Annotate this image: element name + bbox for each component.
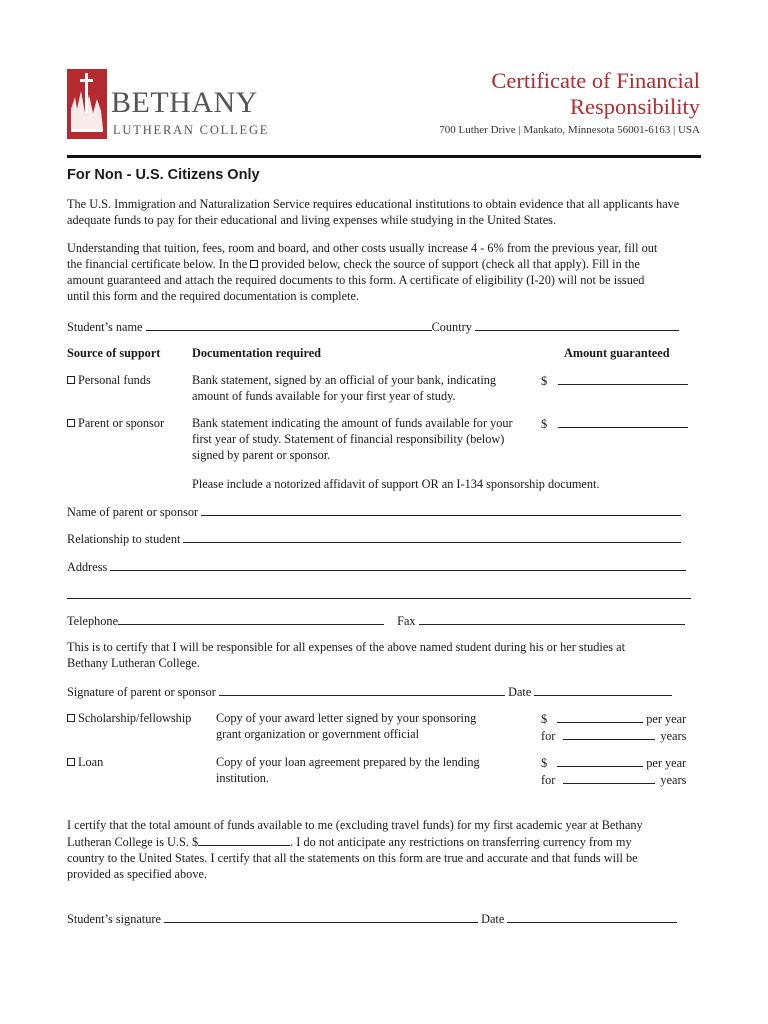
scholarship-option[interactable]	[67, 710, 191, 726]
amount-line	[541, 727, 686, 744]
parent-sponsor-doc	[192, 415, 537, 463]
college-logo	[67, 69, 287, 141]
amount-line	[541, 771, 686, 788]
telephone-fax-row	[67, 612, 685, 629]
instructions-line: amount guaranteed and attach the required documents to this form. A certificate of eligibility (I-20) will not be issued	[67, 273, 645, 287]
doc-line: Bank statement, signed by an official of your bank, indicating	[192, 373, 497, 387]
logo-subtitle: LUTHERAN COLLEGE	[113, 123, 270, 137]
loan-checkbox[interactable]	[67, 758, 75, 766]
sponsor-signature-field[interactable]	[219, 683, 505, 696]
years-label: years	[660, 729, 687, 743]
doc-line: signed by parent or sponsor.	[192, 448, 331, 462]
student-name-field[interactable]	[146, 318, 432, 331]
logo-emblem-icon	[67, 69, 107, 139]
parent-sponsor-label: Parent or sponsor	[78, 416, 165, 430]
total-funds-field[interactable]	[198, 833, 290, 846]
student-certification	[67, 817, 707, 882]
personal-funds-amount	[541, 372, 688, 389]
instructions-line	[67, 256, 707, 272]
certification-text: Lutheran College is U.S. $	[67, 835, 199, 849]
parent-name-row	[67, 503, 681, 520]
telephone-label: Telephone	[67, 614, 119, 628]
sponsor-certification	[67, 639, 707, 671]
address-label: Address	[67, 560, 108, 574]
header-documentation: Documentation required	[192, 346, 322, 360]
scholarship-years-field[interactable]	[563, 727, 655, 740]
certification-line: This is to certify that I will be responsible for all expenses of the above named student during his or her studies at	[67, 640, 626, 654]
per-year-label: per year	[646, 712, 687, 726]
instructions-text: provided below, check the source of support (check all that apply). Fill in the	[261, 257, 640, 271]
doc-line: Copy of your award letter signed by your sponsoring	[216, 711, 477, 725]
doc-line: institution.	[216, 771, 269, 785]
student-name-label: Student’s name	[67, 320, 143, 334]
section-title: For Non - U.S. Citizens Only	[67, 167, 260, 183]
parent-sponsor-amount-field[interactable]	[558, 415, 688, 428]
personal-funds-checkbox[interactable]	[67, 376, 75, 384]
instructions-text: the financial certificate below. In the	[67, 257, 248, 271]
certification-line	[67, 833, 707, 850]
doc-line: first year of study. Statement of financial responsibility (below)	[192, 432, 505, 446]
fax-label: Fax	[397, 614, 416, 628]
doc-line: Bank statement indicating the amount of funds available for your	[192, 416, 513, 430]
instructions-line: until this form and the required documentation is complete.	[67, 289, 359, 303]
instructions-line: Understanding that tuition, fees, room and board, and other costs usually increase 4 - 6% from the previous year, fill out	[67, 241, 658, 255]
college-address: 700 Luther Drive | Mankato, Minnesota 56001-6163 | USA	[439, 124, 700, 136]
header-rule	[67, 155, 701, 158]
certification-line: country to the United States. I certify that all the statements on this form are true and accurate and that funds will be	[67, 851, 638, 865]
currency-symbol: $	[541, 417, 548, 431]
currency-symbol: $	[541, 756, 548, 770]
student-date-field[interactable]	[507, 910, 677, 923]
instructions	[67, 240, 707, 304]
certification-text: . I do not anticipate any restrictions on transferring currency from my	[290, 835, 632, 849]
fax-field[interactable]	[419, 612, 685, 625]
years-label: years	[660, 773, 687, 787]
student-signature-label: Student’s signature	[67, 912, 161, 926]
student-date-label: Date	[481, 912, 505, 926]
parent-sponsor-option[interactable]	[67, 415, 164, 431]
certification-line: provided as specified above.	[67, 867, 207, 881]
personal-funds-doc	[192, 372, 532, 404]
scholarship-doc	[216, 710, 516, 742]
student-signature-field[interactable]	[164, 910, 478, 923]
form-title-line1: Certificate of Financial	[491, 68, 700, 93]
form-title-line2: Responsibility	[569, 94, 700, 119]
sponsor-date-label: Date	[508, 685, 532, 699]
per-year-label: per year	[646, 756, 687, 770]
loan-amount	[541, 754, 686, 788]
doc-line: amount of funds available for your first year of study.	[192, 389, 456, 403]
logo-name: BETHANY	[111, 86, 258, 119]
sponsor-signature-label: Signature of parent or sponsor	[67, 685, 216, 699]
scholarship-label: Scholarship/fellowship	[78, 711, 192, 725]
scholarship-amount	[541, 710, 686, 744]
amount-line	[541, 710, 686, 727]
affidavit-note: Please include a notorized affidavit of support OR an I-134 sponsorship document.	[192, 477, 600, 491]
country-label: Country	[431, 320, 472, 334]
intro-paragraph: The U.S. Immigration and Naturalization Service requires educational institutions to obtain evidence that all applicants have adequate funds to pay for their educational and living expenses while studying in the United States.	[67, 197, 680, 227]
personal-funds-option[interactable]	[67, 372, 151, 388]
parent-sponsor-amount	[541, 415, 688, 432]
loan-years-field[interactable]	[563, 771, 655, 784]
personal-funds-label: Personal funds	[78, 373, 151, 387]
for-label: for	[541, 729, 556, 743]
relationship-label: Relationship to student	[67, 532, 181, 546]
loan-label: Loan	[78, 755, 104, 769]
loan-amount-field[interactable]	[557, 754, 643, 767]
for-label: for	[541, 773, 556, 787]
form-title	[491, 68, 700, 120]
certification-line: Bethany Lutheran College.	[67, 656, 200, 670]
country-field[interactable]	[475, 318, 679, 331]
address-line-2[interactable]	[67, 598, 691, 599]
address-row	[67, 558, 686, 575]
personal-funds-amount-field[interactable]	[558, 372, 688, 385]
currency-symbol: $	[541, 374, 548, 388]
loan-doc	[216, 754, 516, 786]
telephone-field[interactable]	[118, 612, 384, 625]
scholarship-checkbox[interactable]	[67, 714, 75, 722]
relationship-row	[67, 530, 681, 547]
parent-name-field[interactable]	[201, 503, 681, 516]
amount-line	[541, 754, 686, 771]
doc-line: grant organization or government official	[216, 727, 420, 741]
parent-sponsor-checkbox[interactable]	[67, 419, 75, 427]
loan-option[interactable]	[67, 754, 103, 770]
address-field[interactable]	[110, 558, 686, 571]
student-signature-row	[67, 910, 677, 927]
scholarship-amount-field[interactable]	[557, 710, 643, 723]
student-name-row	[67, 318, 693, 335]
sponsor-date-field[interactable]	[534, 683, 672, 696]
currency-symbol: $	[541, 712, 548, 726]
parent-name-label: Name of parent or sponsor	[67, 505, 199, 519]
relationship-field[interactable]	[183, 530, 681, 543]
header-amount: Amount guaranteed	[564, 346, 670, 360]
certification-line: I certify that the total amount of funds available to me (excluding travel funds) for my first academic year at Bethany	[67, 818, 643, 832]
doc-line: Copy of your loan agreement prepared by the lending	[216, 755, 480, 769]
sponsor-signature-row	[67, 683, 672, 700]
header-source: Source of support	[67, 346, 161, 360]
checkbox-icon	[250, 260, 258, 268]
